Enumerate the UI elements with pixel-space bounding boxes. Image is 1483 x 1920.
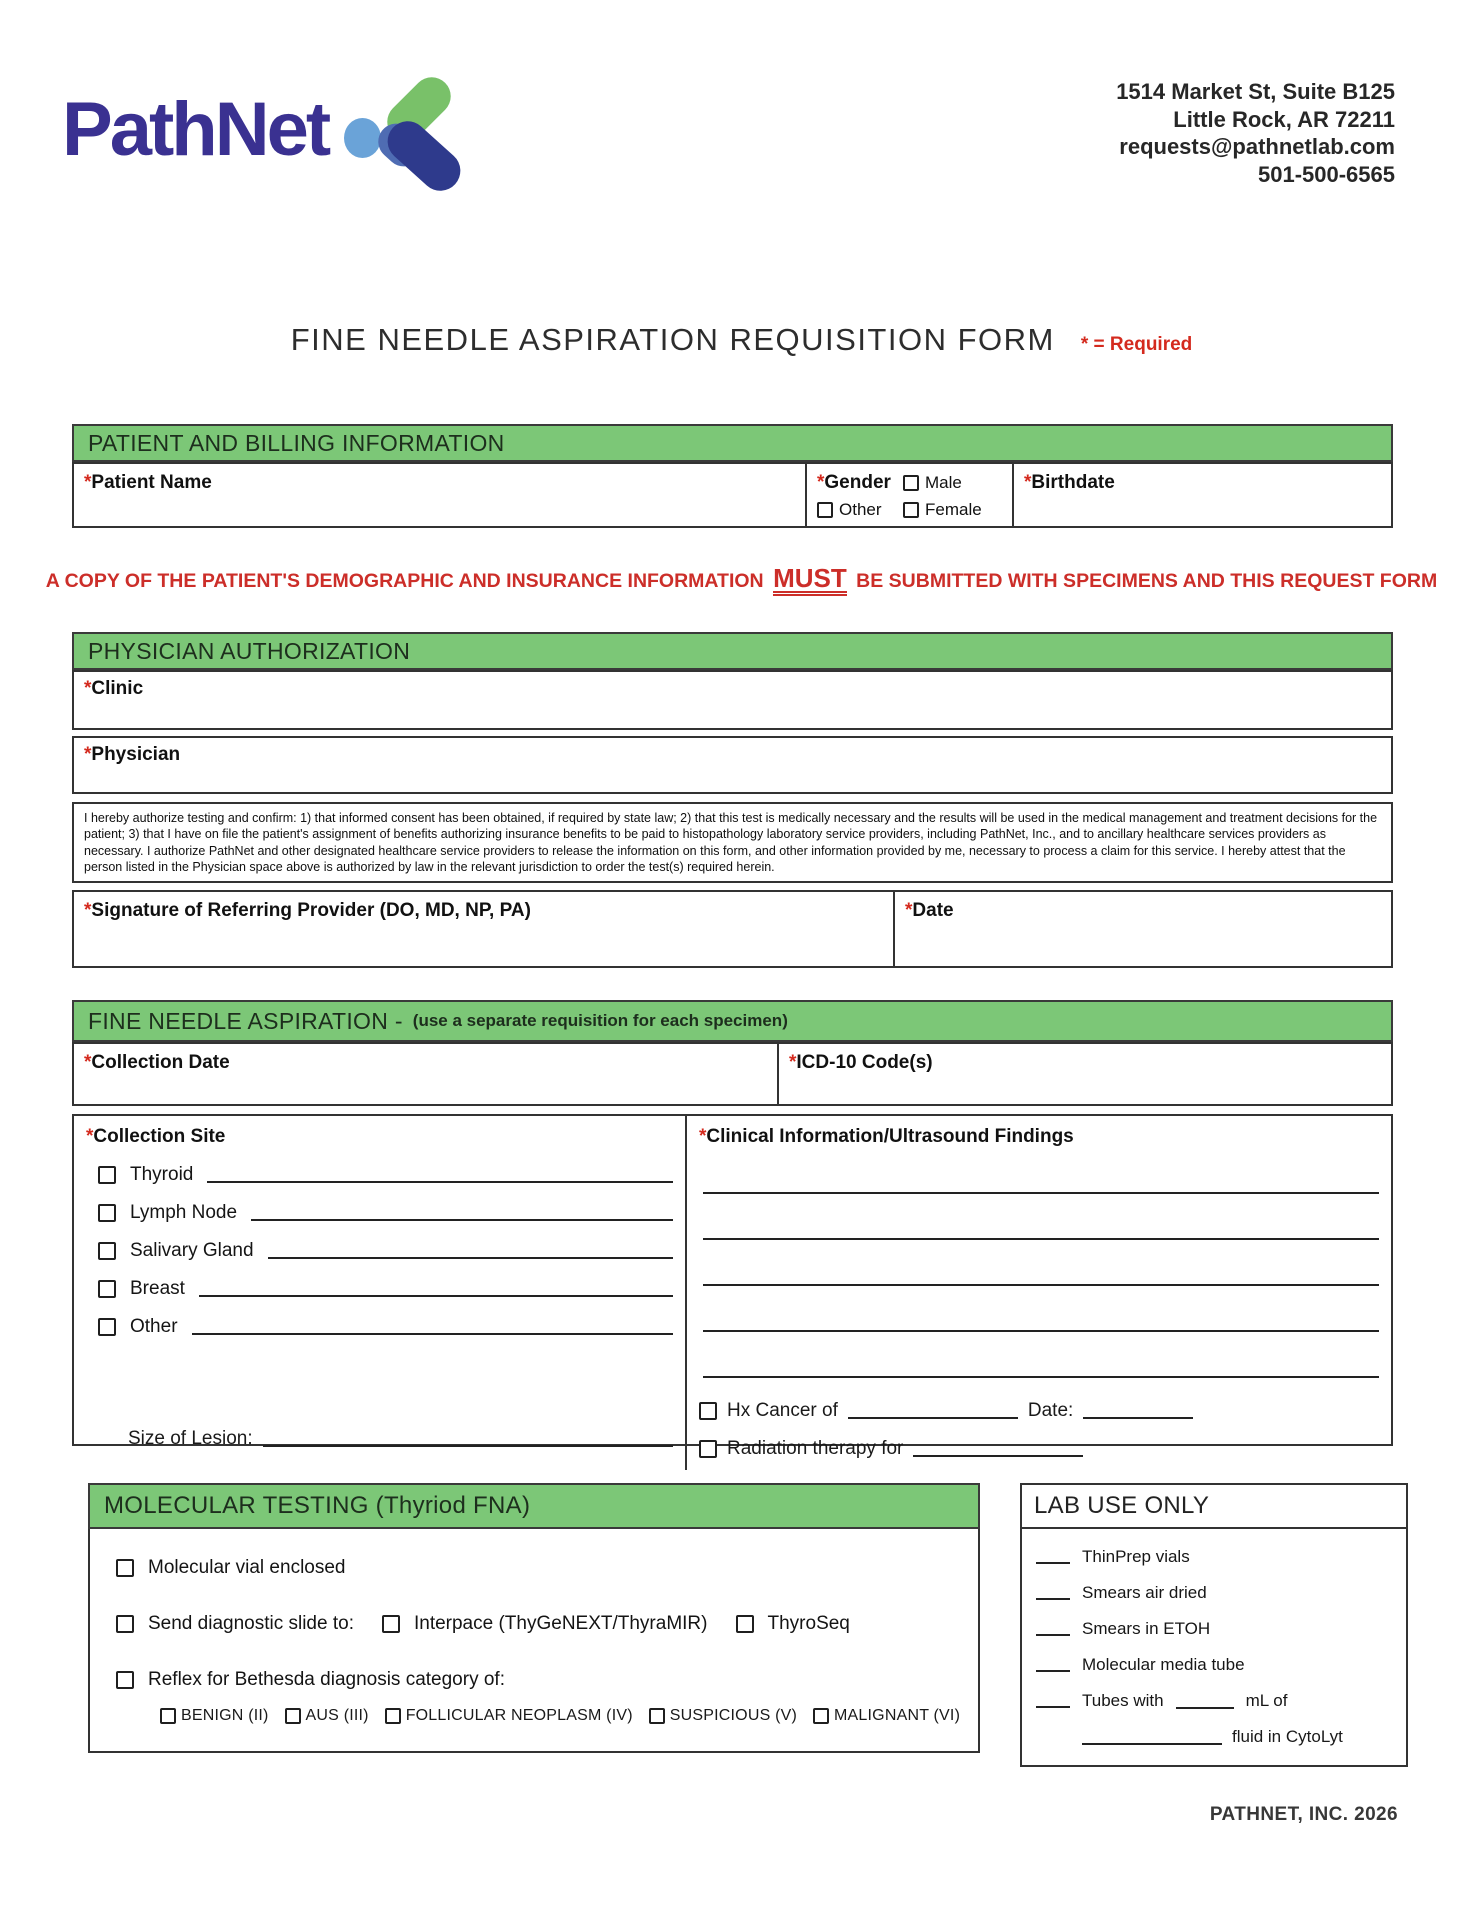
bethesda-benign-label: BENIGN (II) [181, 1707, 269, 1724]
patient-name-field[interactable] [74, 464, 805, 528]
thyroseq-checkbox[interactable] [736, 1615, 754, 1633]
send-slide-label: Send diagnostic slide to: [148, 1613, 354, 1634]
fluid-writein-line[interactable] [1082, 1729, 1222, 1745]
insurance-notice: A COPY OF THE PATIENT'S DEMOGRAPHIC AND INSURANCE INFORMATION MUST BE SUBMITTED WITH SPECIMENS AND THIS REQUEST FORM [0, 566, 1483, 596]
logo-dot-shape [344, 118, 381, 158]
lab-row-tubes [1036, 1691, 1392, 1711]
site-breast-checkbox[interactable] [98, 1280, 116, 1298]
bethesda-suspicious-checkbox[interactable] [649, 1708, 665, 1724]
molecular-tube-label: Molecular media tube [1082, 1655, 1245, 1674]
hx-cancer-checkbox[interactable] [699, 1402, 717, 1420]
required-asterisk: * [84, 472, 92, 493]
signature-field[interactable] [74, 892, 893, 966]
site-salivary-gland-checkbox[interactable] [98, 1242, 116, 1260]
signature-date-field[interactable] [893, 892, 1395, 966]
gender-other-checkbox[interactable] [817, 502, 833, 518]
site-lymph-node-checkbox[interactable] [98, 1204, 116, 1222]
lab-row-thinprep [1036, 1547, 1392, 1567]
signature-row [72, 890, 1393, 968]
site-thyroid-label: Thyroid [130, 1164, 194, 1185]
gender-label: *Gender [817, 472, 891, 493]
size-of-lesion-label: Size of Lesion: [128, 1428, 253, 1449]
logo-wordmark: PathNet [62, 87, 329, 172]
hx-cancer-row [699, 1400, 1383, 1422]
required-asterisk: * [84, 1052, 92, 1073]
site-row-lymph-node [86, 1202, 673, 1224]
bethesda-malignant-label: MALIGNANT (VI) [834, 1707, 961, 1724]
gender-female-checkbox[interactable] [903, 502, 919, 518]
notice-must-emphasis: MUST [773, 566, 847, 596]
clinical-info-writein-line[interactable] [703, 1148, 1379, 1194]
reflex-label: Reflex for Bethesda diagnosis category of: [148, 1669, 505, 1690]
signature-label: Signature of Referring Provider (DO, MD, NP, PA) [91, 900, 531, 921]
molecular-testing-section [88, 1483, 980, 1753]
molecular-vial-row [116, 1557, 978, 1579]
bethesda-benign-checkbox[interactable] [160, 1708, 176, 1724]
lab-row-molecular-tube [1036, 1655, 1392, 1675]
clinical-info-writein-line[interactable] [703, 1286, 1379, 1332]
signature-date-label: Date [912, 900, 954, 921]
lab-use-only-header: LAB USE ONLY [1022, 1485, 1406, 1529]
interpace-checkbox[interactable] [382, 1615, 400, 1633]
reflex-checkbox[interactable] [116, 1671, 134, 1689]
required-legend: * = Required [1080, 334, 1193, 355]
required-asterisk: * [84, 900, 92, 921]
site-other-checkbox[interactable] [98, 1318, 116, 1336]
site-salivary-gland-label: Salivary Gland [130, 1240, 254, 1261]
bethesda-options-row [160, 1707, 978, 1725]
interpace-label: Interpace (ThyGeNEXT/ThyraMIR) [413, 1613, 708, 1634]
send-slide-checkbox[interactable] [116, 1615, 134, 1633]
tubes-ml-writein-line[interactable] [1176, 1693, 1234, 1709]
address-email: requests@pathnetlab.com [1119, 134, 1395, 159]
hx-cancer-date-writein-line[interactable] [1083, 1403, 1193, 1419]
bethesda-follicular-label: FOLLICULAR NEOPLASM (IV) [405, 1707, 633, 1724]
logo-pill-icon [338, 70, 468, 190]
molecular-vial-checkbox[interactable] [116, 1559, 134, 1577]
size-of-lesion-writein-line[interactable] [263, 1431, 673, 1447]
bethesda-follicular-checkbox[interactable] [385, 1708, 401, 1724]
lab-row-smears-air [1036, 1583, 1392, 1603]
required-asterisk: * [699, 1126, 707, 1147]
required-asterisk: * [86, 1126, 94, 1147]
collection-date-label: Collection Date [91, 1052, 230, 1073]
collection-site-label: Collection Site [93, 1126, 226, 1147]
icd10-label: ICD-10 Code(s) [796, 1052, 933, 1073]
fna-date-icd-row [72, 1042, 1393, 1106]
physician-label: Physician [91, 744, 181, 765]
header-logo [62, 70, 468, 190]
hx-cancer-label: Hx Cancer of [727, 1400, 838, 1421]
gender-male-checkbox[interactable] [903, 475, 919, 491]
patient-section-header: PATIENT AND BILLING INFORMATION [72, 424, 1393, 462]
collection-date-field[interactable] [74, 1044, 777, 1104]
site-row-breast [86, 1278, 673, 1300]
lab-items [1022, 1529, 1406, 1747]
authorization-legal-text: I hereby authorize testing and confirm: 1) that informed consent has been obtained, if required by state law; 2) that this test is medically necessary and the results will be used in the medical management and treatment decisions for the patient; 3) that I have on file the patient's assignment of benefits authorizing insurance benefits to be paid to histopathology laboratory service providers, including PathNet, Inc., and to ancillary healthcare services providers as necessary. I authorize PathNet and other designated healthcare service providers to release the information on this form, and other information provided by me, necessary to process a claim for this service. I hereby attest that the person listed in the Physician space above is authorized by law in the relevant jurisdiction to order the test(s) required herein. [72, 802, 1393, 883]
birthdate-label: Birthdate [1031, 472, 1115, 493]
hx-cancer-writein-line[interactable] [848, 1403, 1018, 1419]
fna-section [72, 1000, 1393, 1459]
thyroseq-label: ThyroSeq [767, 1613, 850, 1634]
page-title: FINE NEEDLE ASPIRATION REQUISITION FORM [290, 322, 1055, 357]
gender-field [805, 464, 1012, 528]
patient-billing-table [72, 462, 1393, 528]
bethesda-aus-label: AUS (III) [305, 1707, 369, 1724]
physician-section-header: PHYSICIAN AUTHORIZATION [72, 632, 1393, 670]
required-asterisk: * [1024, 472, 1032, 493]
molecular-section-header: MOLECULAR TESTING (Thyriod FNA) [88, 1483, 980, 1529]
site-salivary-gland-writein-line[interactable] [268, 1243, 673, 1259]
clinical-info-label: Clinical Information/Ultrasound Findings [706, 1126, 1074, 1147]
bethesda-aus-checkbox[interactable] [285, 1708, 301, 1724]
radiation-checkbox[interactable] [699, 1440, 717, 1458]
radiation-label: Radiation therapy for [727, 1438, 904, 1459]
gender-male-label: Male [925, 473, 962, 492]
site-lymph-node-label: Lymph Node [130, 1202, 238, 1223]
bethesda-suspicious-label: SUSPICIOUS (V) [669, 1707, 798, 1724]
site-row-other [86, 1316, 673, 1338]
lab-row-fluid [1082, 1727, 1392, 1747]
send-slide-row [116, 1613, 978, 1635]
tubes-count-line[interactable] [1036, 1694, 1070, 1708]
title-row [0, 322, 1483, 358]
address-street: 1514 Market St, Suite B125 [1116, 79, 1395, 104]
required-asterisk: * [84, 744, 92, 765]
clinic-field[interactable] [72, 670, 1393, 730]
physician-authorization-section [72, 632, 1393, 968]
gender-other-label: Other [839, 500, 882, 519]
required-asterisk: * [84, 678, 92, 699]
smears-air-label: Smears air dried [1082, 1583, 1207, 1602]
molecular-tube-count-line[interactable] [1036, 1658, 1070, 1672]
lab-address-block [1116, 78, 1395, 188]
site-thyroid-writein-line[interactable] [207, 1167, 673, 1183]
tubes-pre-label: Tubes with [1082, 1691, 1164, 1710]
birthdate-field[interactable] [1012, 464, 1395, 528]
clinical-info-writein-line[interactable] [703, 1194, 1379, 1240]
molecular-vial-label: Molecular vial enclosed [148, 1557, 346, 1578]
fna-header-note: (use a separate requisition for each specimen) [412, 1011, 788, 1030]
site-breast-writein-line[interactable] [199, 1281, 673, 1297]
patient-billing-section [72, 424, 1393, 528]
lab-row-smears-etoh [1036, 1619, 1392, 1639]
address-city: Little Rock, AR 72211 [1173, 106, 1395, 132]
molecular-body [88, 1529, 980, 1753]
smears-etoh-count-line[interactable] [1036, 1622, 1070, 1636]
site-other-label: Other [130, 1316, 178, 1337]
site-row-salivary-gland [86, 1240, 673, 1262]
clinical-info-writein-line[interactable] [703, 1332, 1379, 1378]
radiation-row [699, 1438, 1383, 1460]
clinical-info-cell [685, 1116, 1395, 1470]
site-row-thyroid [86, 1164, 673, 1186]
footer-company: PATHNET, INC. 2026 [1209, 1804, 1398, 1825]
address-phone: 501-500-6565 [1257, 161, 1395, 187]
site-thyroid-checkbox[interactable] [98, 1166, 116, 1184]
radiation-writein-line[interactable] [913, 1441, 1083, 1457]
size-of-lesion-row [86, 1428, 673, 1460]
lab-use-only-section [1020, 1483, 1408, 1767]
reflex-row [116, 1669, 978, 1691]
collection-site-cell [74, 1116, 685, 1470]
fna-site-clinical-row [72, 1114, 1393, 1459]
gender-female-label: Female [925, 500, 982, 519]
clinic-label: Clinic [91, 678, 144, 699]
icd10-field[interactable] [777, 1044, 1395, 1104]
site-lymph-node-writein-line[interactable] [251, 1205, 673, 1221]
required-asterisk: * [905, 900, 913, 921]
physician-field[interactable] [72, 736, 1393, 794]
patient-name-label: Patient Name [91, 472, 212, 493]
hx-cancer-date-label: Date: [1027, 1400, 1074, 1421]
thinprep-count-line[interactable] [1036, 1550, 1070, 1564]
fna-section-header: FINE NEEDLE ASPIRATION - (use a separate requisition for each specimen) [72, 1000, 1393, 1042]
clinical-info-writein-line[interactable] [703, 1240, 1379, 1286]
bethesda-malignant-checkbox[interactable] [813, 1708, 829, 1724]
site-other-writein-line[interactable] [192, 1319, 673, 1335]
fluid-label: fluid in CytoLyt [1232, 1727, 1343, 1746]
tubes-post-label: mL of [1245, 1691, 1288, 1710]
required-asterisk: * [789, 1052, 797, 1073]
smears-etoh-label: Smears in ETOH [1082, 1619, 1211, 1638]
thinprep-label: ThinPrep vials [1082, 1547, 1190, 1566]
site-breast-label: Breast [130, 1278, 185, 1299]
smears-air-count-line[interactable] [1036, 1586, 1070, 1600]
